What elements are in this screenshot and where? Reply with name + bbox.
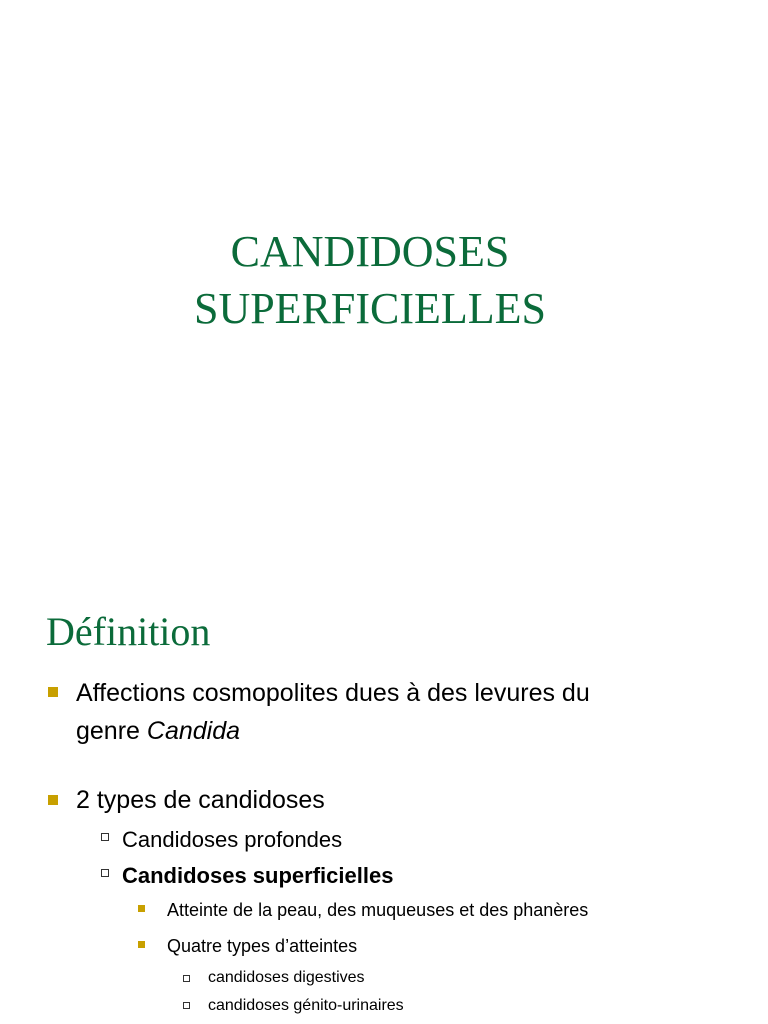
small-square-bullet-icon	[138, 941, 145, 948]
hollow-square-bullet-icon	[183, 975, 190, 982]
genre-text: genre	[76, 717, 147, 745]
slide-title-line-2: SUPERFICIELLES	[193, 284, 547, 333]
bullet-affections-line-2	[76, 712, 240, 750]
hollow-square-bullet-icon	[101, 833, 109, 841]
bullet-two-types: 2 types de candidoses	[76, 786, 325, 814]
hollow-square-bullet-icon	[101, 869, 109, 877]
hollow-square-bullet-icon	[183, 1002, 190, 1009]
square-bullet-icon	[48, 687, 58, 697]
sub-sub-bullet-atteinte: Atteinte de la peau, des muqueuses et des phanères	[167, 900, 589, 920]
sub-bullet-candidoses-superficielles: Candidoses superficielles	[122, 863, 394, 888]
level4-candidoses-digestives: candidoses digestives	[208, 969, 365, 986]
slide-title-line-1: CANDIDOSES	[230, 227, 510, 276]
definition-heading: Définition	[46, 609, 211, 654]
candida-italic-text: Candida	[146, 717, 241, 745]
sub-sub-bullet-quatre-types: Quatre types d’atteintes	[167, 936, 358, 956]
level4-candidoses-genito-urinaires: candidoses génito-urinaires	[208, 997, 404, 1014]
definition-slide	[0, 512, 768, 1024]
small-square-bullet-icon	[138, 905, 145, 912]
square-bullet-icon	[48, 795, 58, 805]
bullet-affections-line-1: Affections cosmopolites dues à des levures du	[76, 679, 590, 707]
sub-bullet-candidoses-profondes: Candidoses profondes	[122, 827, 343, 852]
